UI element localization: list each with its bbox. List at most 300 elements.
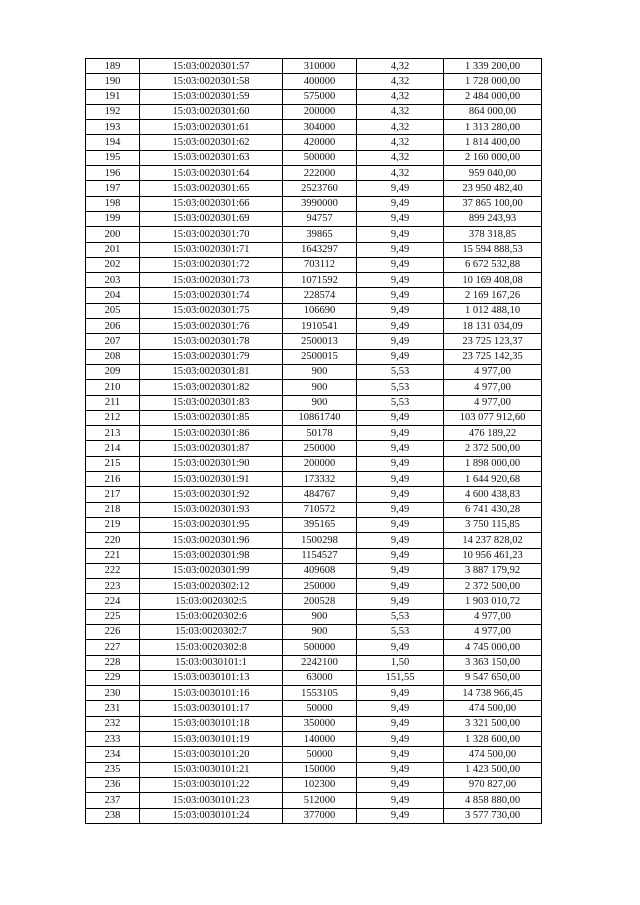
area-cell: 106690 bbox=[283, 303, 357, 318]
table-row bbox=[86, 487, 542, 502]
cadastral-value-cell: 9 547 650,00 bbox=[444, 670, 542, 685]
rate-cell: 9,49 bbox=[357, 686, 444, 701]
cadastral-value-cell: 2 169 167,26 bbox=[444, 288, 542, 303]
cadastral-number-cell: 15:03:0020301:83 bbox=[140, 395, 283, 410]
rate-cell: 9,49 bbox=[357, 517, 444, 532]
row-number-cell: 213 bbox=[86, 426, 140, 441]
table-row bbox=[86, 655, 542, 670]
cadastral-number-cell: 15:03:0030101:20 bbox=[140, 747, 283, 762]
area-cell: 512000 bbox=[283, 793, 357, 808]
table-row bbox=[86, 120, 542, 135]
row-number-cell: 205 bbox=[86, 303, 140, 318]
table-row bbox=[86, 196, 542, 211]
cadastral-number-cell: 15:03:0020301:73 bbox=[140, 273, 283, 288]
rate-cell: 4,32 bbox=[357, 166, 444, 181]
cadastral-number-cell: 15:03:0020301:82 bbox=[140, 380, 283, 395]
area-cell: 400000 bbox=[283, 74, 357, 89]
cadastral-value-cell: 3 750 115,85 bbox=[444, 517, 542, 532]
area-cell: 900 bbox=[283, 609, 357, 624]
rate-cell: 9,49 bbox=[357, 579, 444, 594]
rate-cell: 4,32 bbox=[357, 89, 444, 104]
cadastral-value-cell: 3 363 150,00 bbox=[444, 655, 542, 670]
area-cell: 395165 bbox=[283, 517, 357, 532]
area-cell: 150000 bbox=[283, 762, 357, 777]
cadastral-number-cell: 15:03:0020301:70 bbox=[140, 227, 283, 242]
cadastral-value-cell: 3 321 500,00 bbox=[444, 716, 542, 731]
table-row bbox=[86, 410, 542, 425]
table-row bbox=[86, 380, 542, 395]
table-row bbox=[86, 364, 542, 379]
rate-cell: 9,49 bbox=[357, 472, 444, 487]
cadastral-value-cell: 10 169 408,08 bbox=[444, 273, 542, 288]
area-cell: 1553105 bbox=[283, 686, 357, 701]
rate-cell: 9,49 bbox=[357, 211, 444, 226]
cadastral-value-cell: 899 243,93 bbox=[444, 211, 542, 226]
area-cell: 900 bbox=[283, 395, 357, 410]
row-number-cell: 215 bbox=[86, 456, 140, 471]
area-cell: 2523760 bbox=[283, 181, 357, 196]
row-number-cell: 190 bbox=[86, 74, 140, 89]
area-cell: 377000 bbox=[283, 808, 357, 823]
row-number-cell: 234 bbox=[86, 747, 140, 762]
table-row bbox=[86, 701, 542, 716]
row-number-cell: 221 bbox=[86, 548, 140, 563]
cadastral-number-cell: 15:03:0020301:85 bbox=[140, 410, 283, 425]
rate-cell: 9,49 bbox=[357, 349, 444, 364]
cadastral-value-cell: 474 500,00 bbox=[444, 747, 542, 762]
area-cell: 63000 bbox=[283, 670, 357, 685]
cadastral-value-cell: 864 000,00 bbox=[444, 104, 542, 119]
table-row bbox=[86, 517, 542, 532]
cadastral-number-cell: 15:03:0030101:16 bbox=[140, 686, 283, 701]
cadastral-value-cell: 2 372 500,00 bbox=[444, 579, 542, 594]
area-cell: 1154527 bbox=[283, 548, 357, 563]
table-row bbox=[86, 548, 542, 563]
table-row bbox=[86, 166, 542, 181]
row-number-cell: 211 bbox=[86, 395, 140, 410]
row-number-cell: 204 bbox=[86, 288, 140, 303]
rate-cell: 9,49 bbox=[357, 533, 444, 548]
table-row bbox=[86, 150, 542, 165]
row-number-cell: 202 bbox=[86, 257, 140, 272]
area-cell: 310000 bbox=[283, 59, 357, 74]
row-number-cell: 192 bbox=[86, 104, 140, 119]
cadastral-value-cell: 15 594 888,53 bbox=[444, 242, 542, 257]
area-cell: 1071592 bbox=[283, 273, 357, 288]
area-cell: 1500298 bbox=[283, 533, 357, 548]
table-row bbox=[86, 426, 542, 441]
table-row bbox=[86, 456, 542, 471]
rate-cell: 9,49 bbox=[357, 426, 444, 441]
area-cell: 703112 bbox=[283, 257, 357, 272]
cadastral-value-cell: 2 160 000,00 bbox=[444, 150, 542, 165]
cadastral-value-cell: 14 738 966,45 bbox=[444, 686, 542, 701]
table-row bbox=[86, 334, 542, 349]
rate-cell: 9,49 bbox=[357, 762, 444, 777]
area-cell: 39865 bbox=[283, 227, 357, 242]
cadastral-number-cell: 15:03:0020301:76 bbox=[140, 319, 283, 334]
rate-cell: 9,49 bbox=[357, 334, 444, 349]
row-number-cell: 198 bbox=[86, 196, 140, 211]
row-number-cell: 209 bbox=[86, 364, 140, 379]
table-row bbox=[86, 257, 542, 272]
cadastral-value-cell: 23 950 482,40 bbox=[444, 181, 542, 196]
cadastral-number-cell: 15:03:0020301:78 bbox=[140, 334, 283, 349]
cadastral-value-cell: 959 040,00 bbox=[444, 166, 542, 181]
rate-cell: 4,32 bbox=[357, 74, 444, 89]
row-number-cell: 191 bbox=[86, 89, 140, 104]
table-row bbox=[86, 74, 542, 89]
cadastral-number-cell: 15:03:0030101:1 bbox=[140, 655, 283, 670]
cadastral-number-cell: 15:03:0020301:79 bbox=[140, 349, 283, 364]
cadastral-value-cell: 970 827,00 bbox=[444, 777, 542, 792]
area-cell: 3990000 bbox=[283, 196, 357, 211]
cadastral-value-cell: 1 313 280,00 bbox=[444, 120, 542, 135]
table-row bbox=[86, 288, 542, 303]
cadastral-number-cell: 15:03:0030101:22 bbox=[140, 777, 283, 792]
cadastral-value-cell: 14 237 828,02 bbox=[444, 533, 542, 548]
area-cell: 222000 bbox=[283, 166, 357, 181]
area-cell: 409608 bbox=[283, 563, 357, 578]
cadastral-number-cell: 15:03:0020301:92 bbox=[140, 487, 283, 502]
rate-cell: 9,49 bbox=[357, 319, 444, 334]
cadastral-number-cell: 15:03:0020301:59 bbox=[140, 89, 283, 104]
rate-cell: 151,55 bbox=[357, 670, 444, 685]
cadastral-number-cell: 15:03:0020301:98 bbox=[140, 548, 283, 563]
table-row bbox=[86, 59, 542, 74]
cadastral-value-cell: 2 372 500,00 bbox=[444, 441, 542, 456]
row-number-cell: 238 bbox=[86, 808, 140, 823]
row-number-cell: 222 bbox=[86, 563, 140, 578]
cadastral-value-cell: 1 012 488,10 bbox=[444, 303, 542, 318]
rate-cell: 4,32 bbox=[357, 120, 444, 135]
row-number-cell: 195 bbox=[86, 150, 140, 165]
cadastral-number-cell: 15:03:0020301:95 bbox=[140, 517, 283, 532]
cadastral-number-cell: 15:03:0020301:99 bbox=[140, 563, 283, 578]
cadastral-number-cell: 15:03:0020301:96 bbox=[140, 533, 283, 548]
row-number-cell: 224 bbox=[86, 594, 140, 609]
table-row bbox=[86, 686, 542, 701]
cadastral-number-cell: 15:03:0020301:60 bbox=[140, 104, 283, 119]
rate-cell: 9,49 bbox=[357, 594, 444, 609]
rate-cell: 5,53 bbox=[357, 364, 444, 379]
cadastral-value-cell: 23 725 142,35 bbox=[444, 349, 542, 364]
area-cell: 484767 bbox=[283, 487, 357, 502]
cadastral-value-cell: 4 977,00 bbox=[444, 380, 542, 395]
row-number-cell: 210 bbox=[86, 380, 140, 395]
rate-cell: 4,32 bbox=[357, 104, 444, 119]
area-cell: 102300 bbox=[283, 777, 357, 792]
row-number-cell: 206 bbox=[86, 319, 140, 334]
table-row bbox=[86, 211, 542, 226]
rate-cell: 9,49 bbox=[357, 777, 444, 792]
cadastral-value-cell: 3 887 179,92 bbox=[444, 563, 542, 578]
table-row bbox=[86, 762, 542, 777]
area-cell: 500000 bbox=[283, 150, 357, 165]
cadastral-value-cell: 1 644 920,68 bbox=[444, 472, 542, 487]
area-cell: 250000 bbox=[283, 441, 357, 456]
area-cell: 900 bbox=[283, 624, 357, 639]
row-number-cell: 223 bbox=[86, 579, 140, 594]
table-row bbox=[86, 793, 542, 808]
cadastral-value-cell: 6 672 532,88 bbox=[444, 257, 542, 272]
rate-cell: 9,49 bbox=[357, 456, 444, 471]
table-row bbox=[86, 716, 542, 731]
rate-cell: 9,49 bbox=[357, 441, 444, 456]
row-number-cell: 216 bbox=[86, 472, 140, 487]
cadastral-number-cell: 15:03:0020301:58 bbox=[140, 74, 283, 89]
area-cell: 200000 bbox=[283, 456, 357, 471]
table-row bbox=[86, 502, 542, 517]
row-number-cell: 233 bbox=[86, 732, 140, 747]
cadastral-value-cell: 1 339 200,00 bbox=[444, 59, 542, 74]
cadastral-value-cell: 103 077 912,60 bbox=[444, 410, 542, 425]
rate-cell: 9,49 bbox=[357, 288, 444, 303]
cadastral-number-cell: 15:03:0020301:72 bbox=[140, 257, 283, 272]
row-number-cell: 235 bbox=[86, 762, 140, 777]
row-number-cell: 218 bbox=[86, 502, 140, 517]
table-row bbox=[86, 670, 542, 685]
cadastral-number-cell: 15:03:0020301:93 bbox=[140, 502, 283, 517]
cadastral-value-cell: 1 903 010,72 bbox=[444, 594, 542, 609]
cadastral-number-cell: 15:03:0030101:13 bbox=[140, 670, 283, 685]
area-cell: 173332 bbox=[283, 472, 357, 487]
row-number-cell: 212 bbox=[86, 410, 140, 425]
rate-cell: 9,49 bbox=[357, 716, 444, 731]
row-number-cell: 228 bbox=[86, 655, 140, 670]
rate-cell: 9,49 bbox=[357, 563, 444, 578]
rate-cell: 9,49 bbox=[357, 196, 444, 211]
table-row bbox=[86, 579, 542, 594]
cadastral-number-cell: 15:03:0020301:69 bbox=[140, 211, 283, 226]
row-number-cell: 193 bbox=[86, 120, 140, 135]
cadastral-number-cell: 15:03:0020301:57 bbox=[140, 59, 283, 74]
row-number-cell: 231 bbox=[86, 701, 140, 716]
row-number-cell: 229 bbox=[86, 670, 140, 685]
row-number-cell: 201 bbox=[86, 242, 140, 257]
cadastral-number-cell: 15:03:0020301:75 bbox=[140, 303, 283, 318]
table-row bbox=[86, 242, 542, 257]
row-number-cell: 199 bbox=[86, 211, 140, 226]
table-row bbox=[86, 732, 542, 747]
area-cell: 304000 bbox=[283, 120, 357, 135]
cadastral-value-cell: 18 131 034,09 bbox=[444, 319, 542, 334]
cadastral-value-cell: 4 977,00 bbox=[444, 395, 542, 410]
row-number-cell: 225 bbox=[86, 609, 140, 624]
cadastral-value-table bbox=[85, 58, 542, 824]
area-cell: 2242100 bbox=[283, 655, 357, 670]
cadastral-value-cell: 6 741 430,28 bbox=[444, 502, 542, 517]
table-row bbox=[86, 273, 542, 288]
cadastral-number-cell: 15:03:0020302:6 bbox=[140, 609, 283, 624]
table-row bbox=[86, 319, 542, 334]
table-row bbox=[86, 808, 542, 823]
row-number-cell: 189 bbox=[86, 59, 140, 74]
rate-cell: 9,49 bbox=[357, 257, 444, 272]
cadastral-number-cell: 15:03:0020302:7 bbox=[140, 624, 283, 639]
row-number-cell: 232 bbox=[86, 716, 140, 731]
area-cell: 10861740 bbox=[283, 410, 357, 425]
row-number-cell: 207 bbox=[86, 334, 140, 349]
cadastral-value-cell: 37 865 100,00 bbox=[444, 196, 542, 211]
cadastral-number-cell: 15:03:0020301:71 bbox=[140, 242, 283, 257]
cadastral-number-cell: 15:03:0020301:90 bbox=[140, 456, 283, 471]
area-cell: 50178 bbox=[283, 426, 357, 441]
cadastral-value-cell: 4 977,00 bbox=[444, 364, 542, 379]
cadastral-number-cell: 15:03:0020301:62 bbox=[140, 135, 283, 150]
cadastral-number-cell: 15:03:0020301:86 bbox=[140, 426, 283, 441]
area-cell: 2500015 bbox=[283, 349, 357, 364]
table-row bbox=[86, 227, 542, 242]
cadastral-value-cell: 3 577 730,00 bbox=[444, 808, 542, 823]
table-row bbox=[86, 441, 542, 456]
area-cell: 2500013 bbox=[283, 334, 357, 349]
cadastral-value-cell: 1 328 600,00 bbox=[444, 732, 542, 747]
cadastral-number-cell: 15:03:0020301:65 bbox=[140, 181, 283, 196]
area-cell: 900 bbox=[283, 364, 357, 379]
row-number-cell: 200 bbox=[86, 227, 140, 242]
table-row bbox=[86, 594, 542, 609]
area-cell: 420000 bbox=[283, 135, 357, 150]
rate-cell: 4,32 bbox=[357, 59, 444, 74]
cadastral-value-cell: 4 745 000,00 bbox=[444, 640, 542, 655]
table-row bbox=[86, 533, 542, 548]
table-row bbox=[86, 609, 542, 624]
rate-cell: 9,49 bbox=[357, 303, 444, 318]
area-cell: 140000 bbox=[283, 732, 357, 747]
cadastral-number-cell: 15:03:0030101:24 bbox=[140, 808, 283, 823]
table-row bbox=[86, 395, 542, 410]
table-row bbox=[86, 303, 542, 318]
row-number-cell: 214 bbox=[86, 441, 140, 456]
row-number-cell: 219 bbox=[86, 517, 140, 532]
area-cell: 900 bbox=[283, 380, 357, 395]
rate-cell: 9,49 bbox=[357, 242, 444, 257]
table-row bbox=[86, 472, 542, 487]
rate-cell: 9,49 bbox=[357, 548, 444, 563]
cadastral-value-cell: 476 189,22 bbox=[444, 426, 542, 441]
rate-cell: 9,49 bbox=[357, 793, 444, 808]
cadastral-number-cell: 15:03:0020301:61 bbox=[140, 120, 283, 135]
row-number-cell: 220 bbox=[86, 533, 140, 548]
rate-cell: 9,49 bbox=[357, 747, 444, 762]
row-number-cell: 236 bbox=[86, 777, 140, 792]
cadastral-number-cell: 15:03:0020301:64 bbox=[140, 166, 283, 181]
area-cell: 500000 bbox=[283, 640, 357, 655]
area-cell: 200000 bbox=[283, 104, 357, 119]
area-cell: 710572 bbox=[283, 502, 357, 517]
rate-cell: 9,49 bbox=[357, 181, 444, 196]
cadastral-number-cell: 15:03:0030101:21 bbox=[140, 762, 283, 777]
rate-cell: 5,53 bbox=[357, 395, 444, 410]
rate-cell: 9,49 bbox=[357, 227, 444, 242]
area-cell: 1643297 bbox=[283, 242, 357, 257]
area-cell: 50000 bbox=[283, 701, 357, 716]
table-row bbox=[86, 89, 542, 104]
cadastral-number-cell: 15:03:0030101:18 bbox=[140, 716, 283, 731]
rate-cell: 5,53 bbox=[357, 609, 444, 624]
row-number-cell: 203 bbox=[86, 273, 140, 288]
rate-cell: 1,50 bbox=[357, 655, 444, 670]
cadastral-value-cell: 1 423 500,00 bbox=[444, 762, 542, 777]
cadastral-value-cell: 23 725 123,37 bbox=[444, 334, 542, 349]
cadastral-value-cell: 1 814 400,00 bbox=[444, 135, 542, 150]
rate-cell: 4,32 bbox=[357, 150, 444, 165]
cadastral-value-cell: 10 956 461,23 bbox=[444, 548, 542, 563]
cadastral-number-cell: 15:03:0030101:17 bbox=[140, 701, 283, 716]
cadastral-value-cell: 4 600 438,83 bbox=[444, 487, 542, 502]
cadastral-number-cell: 15:03:0020301:87 bbox=[140, 441, 283, 456]
cadastral-number-cell: 15:03:0020301:74 bbox=[140, 288, 283, 303]
table-row bbox=[86, 349, 542, 364]
rate-cell: 9,49 bbox=[357, 701, 444, 716]
table-body bbox=[86, 59, 542, 824]
table-row bbox=[86, 104, 542, 119]
cadastral-number-cell: 15:03:0020302:8 bbox=[140, 640, 283, 655]
rate-cell: 9,49 bbox=[357, 732, 444, 747]
row-number-cell: 226 bbox=[86, 624, 140, 639]
row-number-cell: 196 bbox=[86, 166, 140, 181]
area-cell: 200528 bbox=[283, 594, 357, 609]
rate-cell: 9,49 bbox=[357, 808, 444, 823]
row-number-cell: 217 bbox=[86, 487, 140, 502]
cadastral-value-cell: 474 500,00 bbox=[444, 701, 542, 716]
rate-cell: 9,49 bbox=[357, 502, 444, 517]
cadastral-number-cell: 15:03:0020301:63 bbox=[140, 150, 283, 165]
table-row bbox=[86, 563, 542, 578]
area-cell: 50000 bbox=[283, 747, 357, 762]
row-number-cell: 227 bbox=[86, 640, 140, 655]
row-number-cell: 237 bbox=[86, 793, 140, 808]
row-number-cell: 197 bbox=[86, 181, 140, 196]
rate-cell: 9,49 bbox=[357, 410, 444, 425]
cadastral-number-cell: 15:03:0020301:66 bbox=[140, 196, 283, 211]
cadastral-value-cell: 1 728 000,00 bbox=[444, 74, 542, 89]
area-cell: 1910541 bbox=[283, 319, 357, 334]
rate-cell: 5,53 bbox=[357, 380, 444, 395]
cadastral-number-cell: 15:03:0030101:19 bbox=[140, 732, 283, 747]
table-row bbox=[86, 747, 542, 762]
table-row bbox=[86, 777, 542, 792]
row-number-cell: 194 bbox=[86, 135, 140, 150]
rate-cell: 4,32 bbox=[357, 135, 444, 150]
table-row bbox=[86, 181, 542, 196]
area-cell: 350000 bbox=[283, 716, 357, 731]
cadastral-value-cell: 4 858 880,00 bbox=[444, 793, 542, 808]
rate-cell: 9,49 bbox=[357, 487, 444, 502]
cadastral-number-cell: 15:03:0020301:81 bbox=[140, 364, 283, 379]
cadastral-number-cell: 15:03:0030101:23 bbox=[140, 793, 283, 808]
row-number-cell: 230 bbox=[86, 686, 140, 701]
rate-cell: 5,53 bbox=[357, 624, 444, 639]
cadastral-number-cell: 15:03:0020301:91 bbox=[140, 472, 283, 487]
area-cell: 94757 bbox=[283, 211, 357, 226]
area-cell: 575000 bbox=[283, 89, 357, 104]
cadastral-number-cell: 15:03:0020302:12 bbox=[140, 579, 283, 594]
table-row bbox=[86, 640, 542, 655]
cadastral-value-cell: 4 977,00 bbox=[444, 624, 542, 639]
area-cell: 228574 bbox=[283, 288, 357, 303]
table-row bbox=[86, 624, 542, 639]
area-cell: 250000 bbox=[283, 579, 357, 594]
rate-cell: 9,49 bbox=[357, 640, 444, 655]
cadastral-value-cell: 4 977,00 bbox=[444, 609, 542, 624]
cadastral-value-cell: 378 318,85 bbox=[444, 227, 542, 242]
cadastral-value-cell: 1 898 000,00 bbox=[444, 456, 542, 471]
table-row bbox=[86, 135, 542, 150]
cadastral-value-cell: 2 484 000,00 bbox=[444, 89, 542, 104]
row-number-cell: 208 bbox=[86, 349, 140, 364]
